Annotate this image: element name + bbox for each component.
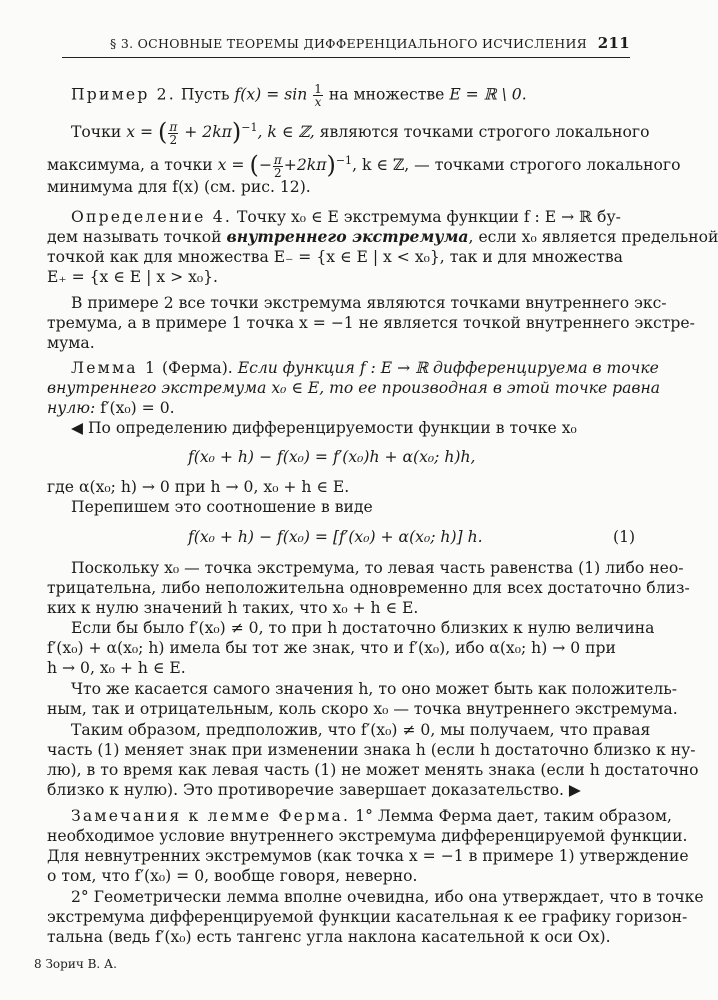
proof-p1-line-3: ких к нулю значений h таких, что x₀ + h ∈ E. — [47, 599, 419, 617]
example2-text-b: на множестве — [328, 85, 445, 104]
paren-open: ( — [158, 118, 168, 147]
proof-p2-line-2: f′(x₀) + α(x₀; h) имела бы тот же знак, что и f′(x₀), ибо α(x₀; h) → 0 при — [47, 639, 616, 657]
def4-text-1: Точку x₀ ∈ E экстремума функции f : E → ℝ бу- — [236, 208, 621, 226]
equation-number: (1) — [613, 528, 636, 546]
example2-line — [71, 83, 527, 108]
fraction-1-over-x — [313, 83, 323, 108]
frac-num-pi-2: π — [273, 152, 282, 167]
lemma-line-1 — [71, 358, 659, 378]
remarks-text-1: 1° Лемма Ферма дает, таким образом, — [355, 807, 672, 825]
equation-1: f(x₀ + h) − f(x₀) = f′(x₀)h + α(x₀; h)h, — [188, 448, 476, 466]
lemma-line-3 — [47, 398, 175, 418]
remarks-2-line-1: 2° Геометрически лемма вполне очевидна, ибо она утверждает, что в точке — [71, 888, 704, 906]
proof-line-3: Перепишем это соотношение в виде — [71, 498, 373, 516]
lemma-text-1: Если функция f : E → ℝ дифференцируема в точке — [237, 359, 659, 377]
def4-line-3: точкой как для множества E₋ = {x ∈ E | x < x₀}, так и для множества — [47, 248, 623, 266]
frac-den: x — [314, 95, 322, 109]
frac-num-pi: π — [169, 119, 178, 134]
def4-line-1 — [71, 207, 621, 227]
points-text-2b: , k ∈ ℤ, — точками строгого локального — [352, 156, 681, 175]
example2-text: Пусть — [180, 85, 230, 104]
points-line-2 — [47, 151, 680, 179]
set-e: E = ℝ \ 0. — [449, 85, 527, 104]
x-eq: x = — [126, 123, 154, 142]
remarks-line-1 — [71, 806, 672, 826]
fraction-pi-over-2 — [168, 121, 178, 146]
points-text: Точки — [71, 123, 122, 142]
k-in-z: , k ∈ ℤ, — [257, 123, 315, 142]
proof-p3-line-2: ным, так и отрицательным, коль скоро x₀ — точка внутреннего экстремума. — [47, 700, 678, 718]
proof-p2-line-3: h → 0, x₀ + h ∈ E. — [47, 659, 186, 677]
def4-text-2a: дем называть точкой — [47, 228, 222, 246]
minus-sign: − — [258, 156, 272, 175]
def4-line-4: E₊ = {x ∈ E | x > x₀}. — [47, 268, 219, 286]
proof-p4-line-3: лю), в то время как левая часть (1) не может менять знака (если h достаточно — [47, 761, 699, 779]
points-line-3: минимума для f(x) (см. рис. 12). — [47, 178, 311, 196]
paren-close-2: ) — [326, 151, 336, 180]
proof-p4-line-1: Таким образом, предположив, что f′(x₀) ≠ 0, мы получаем, что правая — [71, 721, 651, 739]
lemma-line-2: внутреннего экстремума x₀ ∈ E, то ее производная в этой точке равна — [47, 379, 661, 397]
frac-den-2b: 2 — [274, 165, 282, 180]
proof-p4-line-4: близко к нулю). Это противоречие завершает доказательство. ▶ — [47, 781, 581, 799]
exponent: −1 — [241, 121, 258, 134]
fraction-pi-over-2b — [273, 154, 283, 179]
points-text-2: максимума, а точки — [47, 156, 213, 175]
proof-line-1: ◀ По определению дифференцируемости функции в точке x₀ — [71, 419, 577, 437]
proof-p2-line-1: Если бы было f′(x₀) ≠ 0, то при h достаточно близких к нулю величина — [71, 619, 655, 637]
formula-f: f(x) = sin — [234, 85, 308, 104]
paren-close: ) — [231, 118, 242, 147]
para-ex-line-1: В примере 2 все точки экстремума являются точками внутреннего экс- — [71, 294, 667, 312]
plus-2kpi: + 2kπ — [184, 123, 232, 142]
proof-p1-line-1: Поскольку x₀ — точка экстремума, то левая часть равенства (1) либо нео- — [71, 559, 684, 577]
example2-label: Пример 2. — [71, 85, 176, 104]
para-ex-line-3: мума. — [47, 334, 95, 352]
proof-p1-line-2: трицательна, либо неположительна одновременно для всех достаточно близ- — [47, 579, 690, 597]
remarks-line-2: необходимое условие внутреннего экстремума дифференцируемой функции. — [47, 827, 688, 845]
running-title: § 3. ОСНОВНЫЕ ТЕОРЕМЫ ДИФФЕРЕНЦИАЛЬНОГО ИСЧИСЛЕНИЯ — [110, 36, 588, 51]
x-eq-2: x = — [217, 156, 245, 175]
lemma-formula: f′(x₀) = 0. — [100, 399, 175, 417]
remarks-line-4: о том, что f′(x₀) = 0, вообще говоря, неверно. — [47, 867, 418, 885]
remarks-2-line-2: экстремума дифференцируемой функции касательная к ее графику горизон- — [47, 908, 688, 926]
paren-open-2: ( — [249, 151, 259, 180]
points-text-b: являются точками строгого локального — [319, 123, 650, 142]
signature-footer: 8 Зорич В. А. — [34, 957, 117, 971]
lemma-label: Лемма 1 — [71, 359, 158, 377]
def4-label: Определение 4. — [71, 208, 233, 226]
equation-2: f(x₀ + h) − f(x₀) = [f′(x₀) + α(x₀; h)] h. — [188, 528, 483, 546]
proof-p4-line-2: часть (1) меняет знак при изменении знака h (если h достаточно близко к ну- — [47, 741, 696, 759]
def4-text-2b: , если x₀ является предельной — [468, 228, 718, 246]
exponent-2: −1 — [335, 154, 353, 167]
remarks-label: Замечания к лемме Ферма. — [71, 807, 351, 825]
proof-line-2: где α(x₀; h) → 0 при h → 0, x₀ + h ∈ E. — [47, 478, 350, 496]
para-ex-line-2: тремума, а в примере 1 точка x = −1 не является точкой внутреннего экстре- — [47, 314, 695, 332]
proof-p3-line-1: Что же касается самого значения h, то оно может быть как положитель- — [71, 680, 678, 698]
lemma-name: (Ферма). — [162, 359, 233, 377]
remarks-2-line-3: тальна (ведь f′(x₀) есть тангенс угла наклона касательной к оси Ox). — [47, 928, 611, 946]
def4-line-2 — [47, 227, 718, 247]
def4-term: внутреннего экстремума — [226, 227, 469, 246]
remarks-line-3: Для невнутренних экстремумов (как точка x = −1 в примере 1) утверждение — [47, 847, 689, 865]
frac-den-2: 2 — [169, 132, 178, 147]
plus-2kpi-2: +2kπ — [283, 156, 327, 175]
running-header — [62, 35, 630, 58]
frac-num: 1 — [314, 82, 322, 96]
page-number: 211 — [597, 34, 630, 52]
lemma-text-3a: нулю: — [47, 399, 96, 417]
points-line-1 — [71, 118, 649, 146]
